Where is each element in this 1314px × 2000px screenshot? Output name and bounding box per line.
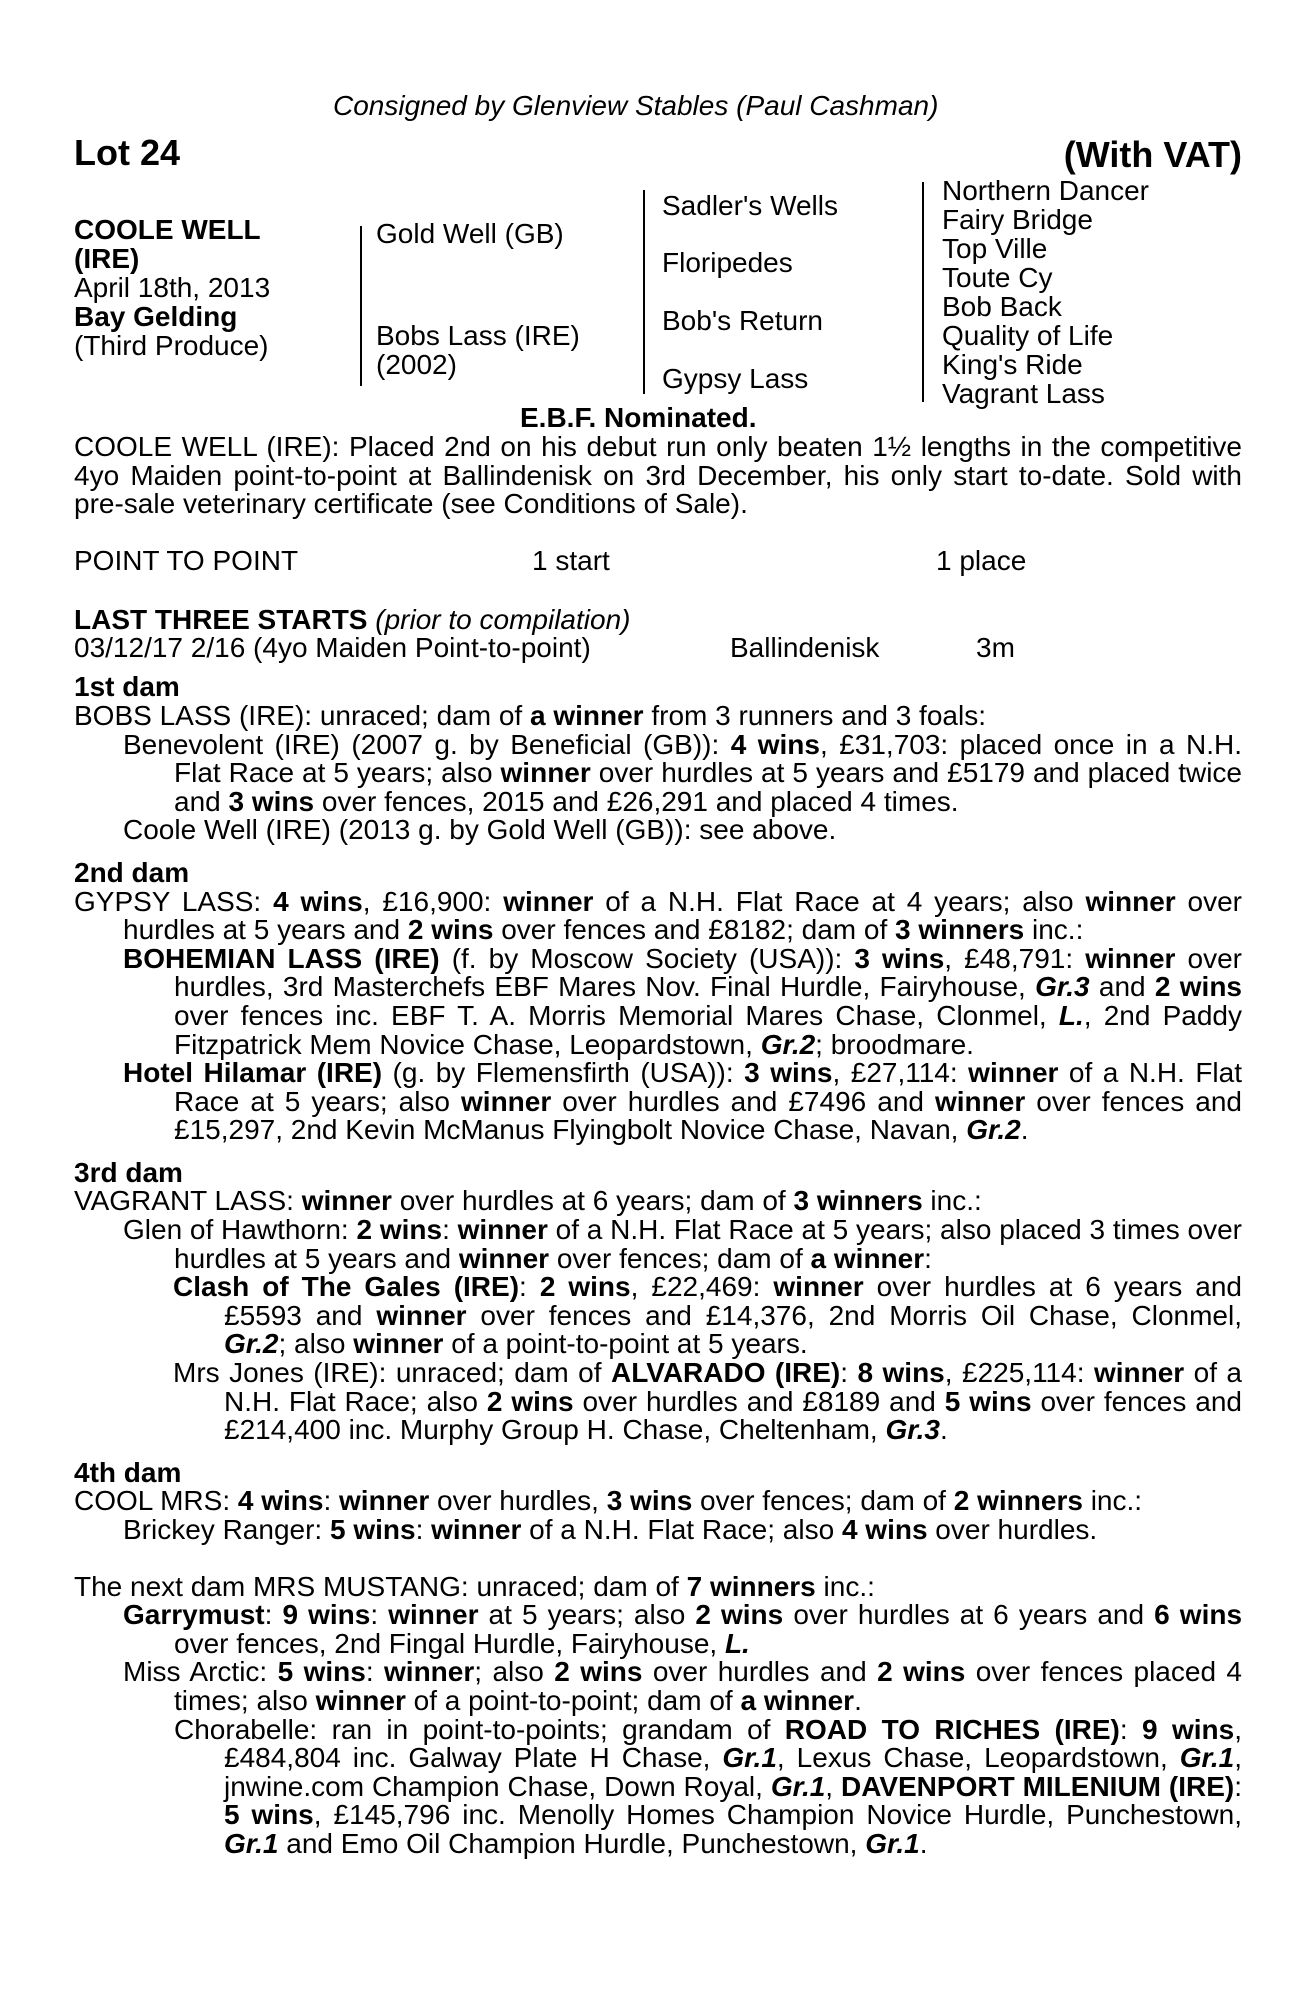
horse-sex: Bay Gelding	[74, 301, 238, 332]
dam	[376, 321, 580, 379]
pedigree-line-3	[922, 182, 924, 402]
fourth-dam-text: COOL MRS: 4 wins: winner over hurdles, 3 wins over fences; dam of 2 winners inc.: Brickey Ranger: 5 wins: winner of a N.H. Flat Race; also 4 wins over hurdles.	[74, 1485, 1143, 1545]
run-date-position: 03/12/17 2/16 (4yo Maiden Point-to-point)	[74, 632, 591, 664]
gen3-7: Vagrant Lass	[942, 378, 1105, 409]
ebf-nominated: E.B.F. Nominated.	[520, 402, 757, 433]
gen3-3: Toute Cy	[942, 262, 1053, 293]
sire: Gold Well (GB)	[376, 218, 564, 249]
first-dam-heading: 1st dam	[74, 671, 180, 703]
horse-info	[74, 215, 270, 360]
gen2-3: Gypsy Lass	[662, 363, 809, 394]
record-starts: 1 start	[532, 544, 610, 576]
last-three-note: (prior to compilation)	[375, 603, 631, 635]
run-course: Ballindenisk	[730, 632, 880, 664]
last-three-heading	[74, 603, 1242, 635]
gen3-1: Fairy Bridge	[942, 204, 1093, 235]
gen3-0: Northern Dancer	[942, 175, 1149, 206]
dam-name: Bobs Lass (IRE)	[376, 320, 580, 351]
second-dam-heading: 2nd dam	[74, 856, 190, 888]
catalogue-body	[74, 433, 1242, 1859]
record-places: 1 place	[936, 544, 1027, 576]
pedigree-line-1	[360, 226, 362, 386]
horse-name: COOLE WELL	[74, 214, 261, 245]
foaled-date: April 18th, 2013	[74, 272, 271, 303]
vat-status: (With VAT)	[1063, 134, 1242, 175]
pedigree-line-2	[643, 190, 645, 394]
run-distance: 3m	[976, 632, 1015, 664]
intro-paragraph: COOLE WELL (IRE): Placed 2nd on his debut run only beaten 1½ lengths in the competitive 4yo Maiden point-to-point at Ballindenisk on 3rd December, his only start to-date. Sold with pre-sale veterinary certificate (see Conditions of Sale).	[74, 431, 1242, 520]
last-three-title: LAST THREE STARTS	[74, 603, 368, 635]
gen2-1: Floripedes	[662, 247, 793, 278]
race-record	[74, 544, 1242, 576]
next-dam-text: The next dam MRS MUSTANG: unraced; dam of 7 winners inc.: Garrymust: 9 wins: winner at 5 years; also 2 wins over hurdles at 6 years and 6 wins over fences, 2nd Fingal Hurdle, Fairyhouse, L. Miss Arctic: 5 wins: winner; also 2 wins over hurdles and 2 wins over fences placed 4 times; also winner of a point-to-point; dam of a winner. Chorabelle: ran in point-to-points; grandam of ROAD TO RICHES (IRE): 9 wins, £484,804 inc. Galway Plate H Chase, Gr.1, Lexus Chase, Leopardstown, Gr.1, jnwine.com Champion Chase, Down Royal, Gr.1, DAVENPORT MILENIUM (IRE): 5 wins, £145,796 inc. Menolly Homes Champion Novice Hurdle, Punchestown, Gr.1 and Emo Oil Champion Hurdle, Punchestown, Gr.1.	[74, 1570, 1243, 1859]
third-dam-heading: 3rd dam	[74, 1156, 183, 1188]
last-start-row	[74, 634, 1242, 663]
lot-number: Lot 24	[74, 132, 181, 173]
gen3-2: Top Ville	[942, 233, 1048, 264]
gen3-list	[942, 176, 1149, 408]
third-dam-text: VAGRANT LASS: winner over hurdles at 6 years; dam of 3 winners inc.: Glen of Hawthorn: 2 wins: winner of a N.H. Flat Race at 5 years; also placed 3 times over hurdles at 5 years and winner over fences; dam of a winner: Clash of The Gales (IRE): 2 wins, £22,469: winner over hurdles at 6 years and £5593 and winner over fences and £14,376, 2nd Morris Oil Chase, Clonmel, Gr.2; also winner of a point-to-point at 5 years. Mrs Jones (IRE): unraced; dam of ALVARADO (IRE): 8 wins, £225,114: winner of a N.H. Flat Race; also 2 wins over hurdles and £8189 and 5 wins over fences and £214,400 inc. Murphy Group H. Chase, Cheltenham, Gr.3.	[74, 1185, 1243, 1446]
produce-note: (Third Produce)	[74, 330, 269, 361]
consignor-line: Consigned by Glenview Stables (Paul Cashman)	[333, 90, 939, 121]
gen3-6: King's Ride	[942, 349, 1083, 380]
gen3-4: Bob Back	[942, 291, 1062, 322]
record-label: POINT TO POINT	[74, 544, 299, 576]
gen2-0: Sadler's Wells	[662, 190, 838, 221]
gen3-5: Quality of Life	[942, 320, 1114, 351]
gen2-2: Bob's Return	[662, 305, 823, 336]
horse-suffix: (IRE)	[74, 243, 140, 274]
second-dam-text: GYPSY LASS: 4 wins, £16,900: winner of a N.H. Flat Race at 4 years; also winner over hurdles at 5 years and 2 wins over fences and £8182; dam of 3 winners inc.: BOHEMIAN LASS (IRE) (f. by Moscow Society (USA)): 3 wins, £48,791: winner over hurdles, 3rd Masterchefs EBF Mares Nov. Final Hurdle, Fairyhouse, Gr.3 and 2 wins over fences inc. EBF T. A. Morris Memorial Mares Chase, Clonmel, L., 2nd Paddy Fitzpatrick Mem Novice Chase, Leopardstown, Gr.2; broodmare. Hotel Hilamar (IRE) (g. by Flemensfirth (USA)): 3 wins, £27,114: winner of a N.H. Flat Race at 5 years; also winner over hurdles and £7496 and winner over fences and £15,297, 2nd Kevin McManus Flyingbolt Novice Chase, Navan, Gr.2.	[74, 885, 1243, 1146]
fourth-dam-heading: 4th dam	[74, 1456, 182, 1488]
first-dam-text: BOBS LASS (IRE): unraced; dam of a winner from 3 runners and 3 foals: Benevolent (IRE) (2007 g. by Beneficial (GB)): 4 wins, £31,703: placed once in a N.H. Flat Race at 5 years; also winner over hurdles at 5 years and £5179 and placed twice and 3 wins over fences, 2015 and £26,291 and placed 4 times. Coole Well (IRE) (2013 g. by Gold Well (GB)): see above.	[74, 699, 1242, 846]
dam-year: (2002)	[376, 349, 457, 380]
